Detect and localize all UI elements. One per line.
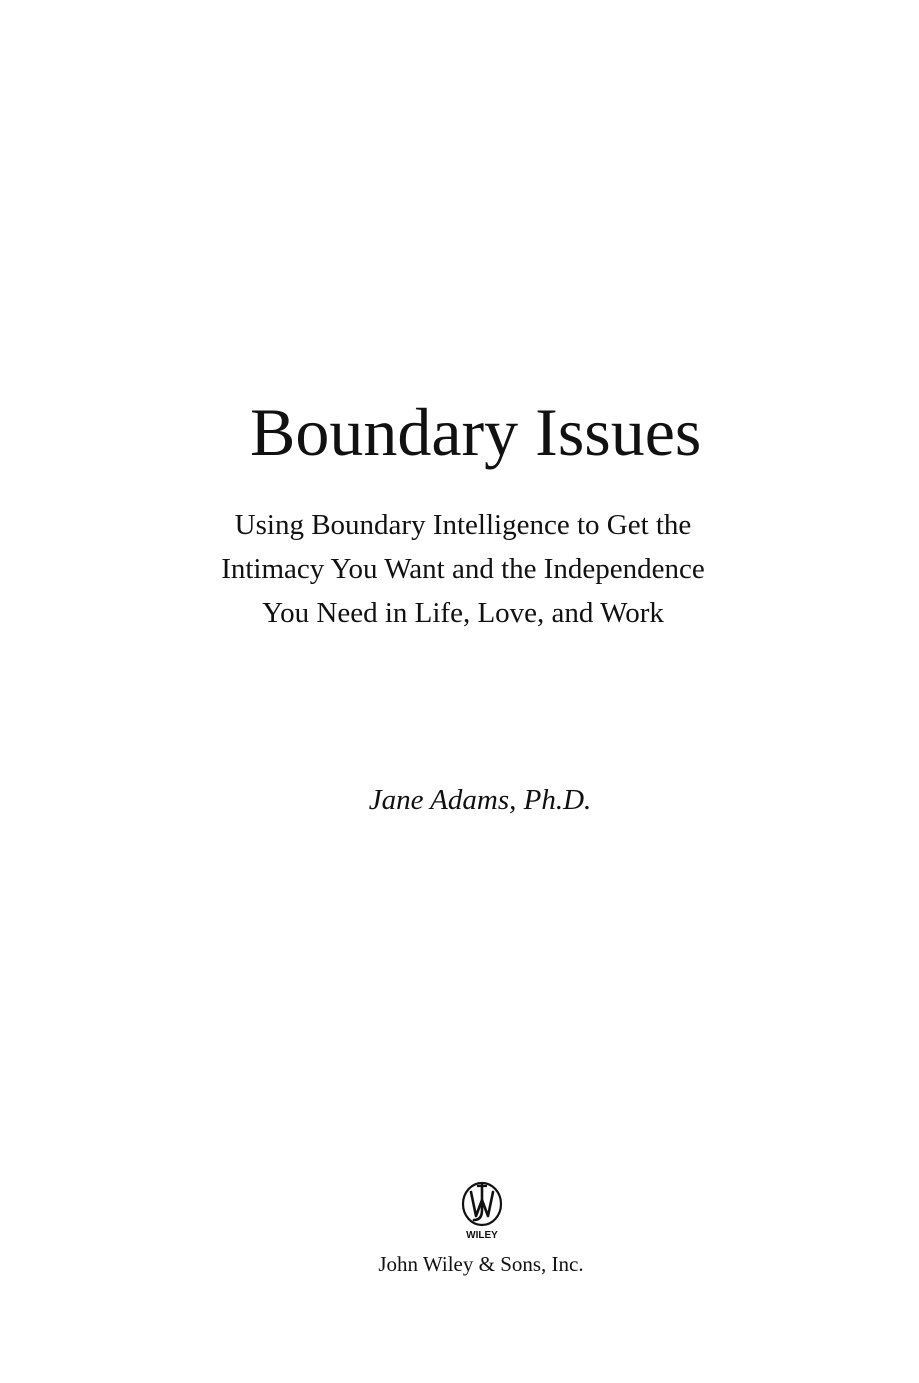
publisher-name: John Wiley & Sons, Inc.	[378, 1252, 584, 1276]
author-name: Jane Adams, Ph.D.	[368, 784, 592, 816]
book-subtitle	[140, 503, 786, 635]
book-title: Boundary Issues	[250, 394, 702, 470]
svg-text:WILEY: WILEY	[466, 1230, 498, 1241]
subtitle-line-1: Using Boundary Intelligence to Get the	[234, 509, 692, 541]
subtitle-line-2: Intimacy You Want and the Independence	[221, 553, 705, 585]
wiley-logo-icon	[460, 1180, 504, 1242]
subtitle-line-3: You Need in Life, Love, and Work	[262, 597, 664, 629]
